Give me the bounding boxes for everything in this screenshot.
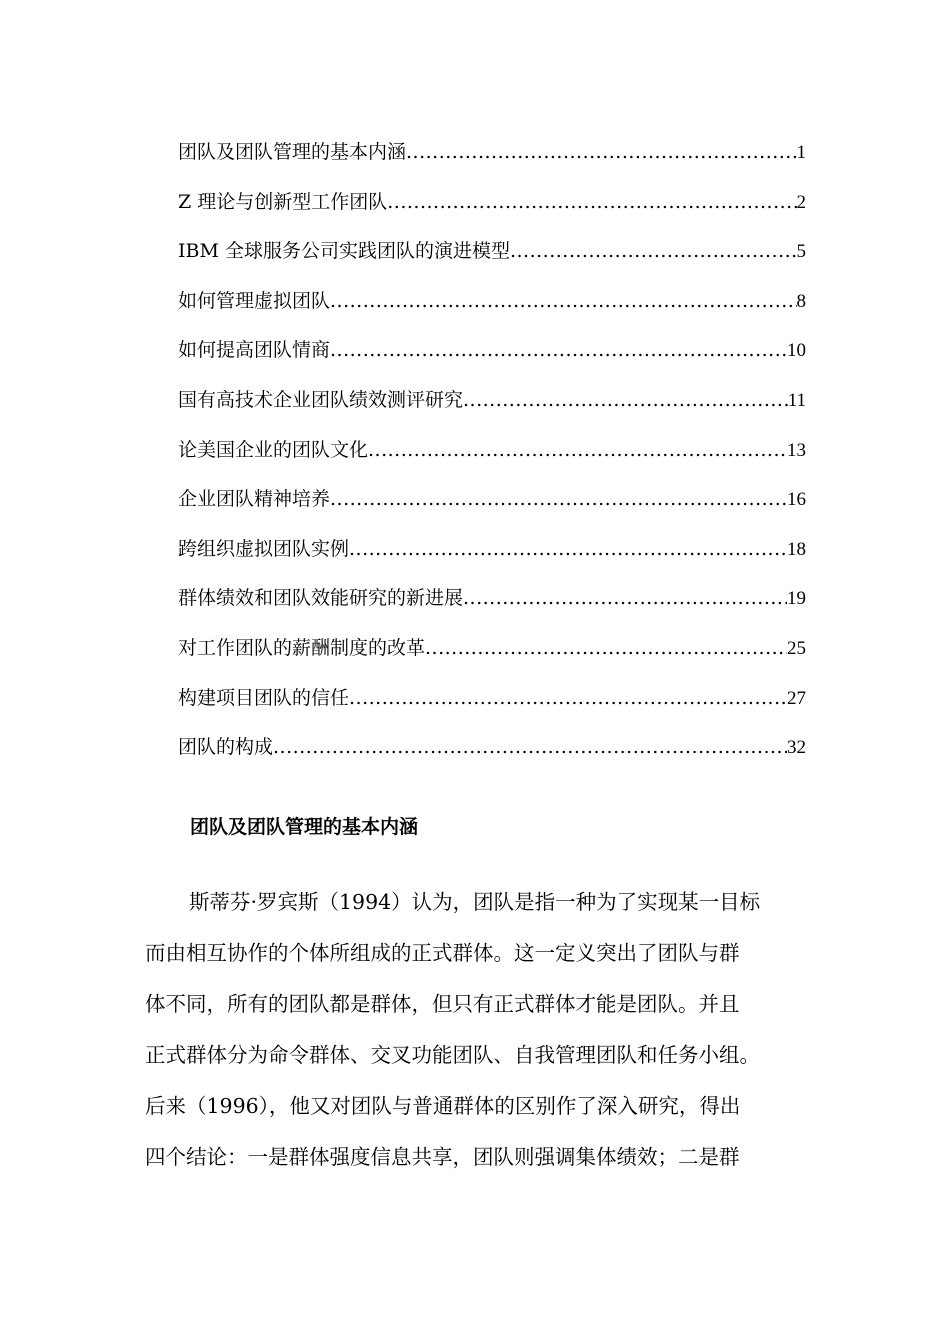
toc-entry-page: 5 xyxy=(796,241,806,263)
toc-entry[interactable] xyxy=(178,484,806,534)
body-line: 斯蒂芬·罗宾斯（1994）认为，团队是指一种为了实现某一目标 xyxy=(189,890,761,914)
toc-dot-leader xyxy=(368,435,787,465)
toc-entry-page: 18 xyxy=(787,538,806,560)
body-line: 四个结论：一是群体强度信息共享，团队则强调集体绩效；二是群 xyxy=(145,1145,740,1169)
toc-dot-leader xyxy=(406,137,796,167)
toc-entry-title: 对工作团队的薪酬制度的改革 xyxy=(178,636,426,659)
toc-entry-title: 如何管理虚拟团队 xyxy=(178,289,331,312)
toc-entry[interactable] xyxy=(178,137,806,187)
toc-dot-leader xyxy=(349,683,787,713)
toc-entry-page: 25 xyxy=(787,637,806,659)
toc-entry-title: 团队及团队管理的基本内涵 xyxy=(178,141,407,163)
toc-entry-title: 团队的构成 xyxy=(178,736,274,759)
toc-entry-page: 16 xyxy=(787,489,806,511)
toc-dot-leader xyxy=(330,484,787,514)
table-of-contents xyxy=(178,137,806,782)
toc-dot-leader xyxy=(463,583,787,613)
toc-entry[interactable] xyxy=(178,435,806,485)
toc-entry-title: 论美国企业的团队文化 xyxy=(178,438,369,461)
toc-entry-page: 2 xyxy=(796,191,806,213)
toc-dot-leader xyxy=(387,187,796,217)
toc-entry-title: IBM 全球服务公司实践团队的演进模型 xyxy=(178,240,510,263)
toc-entry-title: 群体绩效和团队效能研究的新进展 xyxy=(178,587,464,610)
toc-entry-page: 19 xyxy=(787,588,806,610)
toc-dot-leader xyxy=(330,335,787,365)
toc-entry-title: 企业团队精神培养 xyxy=(178,488,331,511)
toc-entry-title: 跨组织虚拟团队实例 xyxy=(178,537,350,560)
toc-entry[interactable] xyxy=(178,187,806,237)
section-heading: 团队及团队管理的基本内涵 xyxy=(190,816,419,838)
body-line: 体不同，所有的团队都是群体，但只有正式群体才能是团队。并且 xyxy=(145,992,740,1016)
toc-entry-page: 32 xyxy=(787,737,806,759)
toc-entry[interactable] xyxy=(178,534,806,584)
toc-dot-leader xyxy=(330,286,796,316)
toc-dot-leader xyxy=(425,633,787,663)
toc-entry[interactable] xyxy=(178,385,806,435)
toc-entry[interactable] xyxy=(178,335,806,385)
toc-entry-page: 11 xyxy=(787,389,806,411)
toc-entry-page: 8 xyxy=(796,290,806,312)
toc-entry-page: 13 xyxy=(787,439,806,461)
body-line: 正式群体分为命令群体、交叉功能团队、自我管理团队和任务小组。 xyxy=(145,1043,760,1067)
toc-entry-title: 国有高技术企业团队绩效测评研究 xyxy=(178,388,464,411)
body-line: 而由相互协作的个体所组成的正式群体。这一定义突出了团队与群 xyxy=(145,941,740,965)
toc-entry-page: 27 xyxy=(787,687,806,709)
toc-entry[interactable] xyxy=(178,583,806,633)
toc-entry-page: 10 xyxy=(787,340,806,362)
toc-dot-leader xyxy=(463,385,788,415)
toc-entry-page: 1 xyxy=(796,142,806,163)
toc-entry-title: 如何提高团队情商 xyxy=(178,339,331,362)
toc-dot-leader xyxy=(510,236,797,266)
toc-entry[interactable] xyxy=(178,683,806,733)
toc-entry[interactable] xyxy=(178,633,806,683)
toc-entry[interactable] xyxy=(178,286,806,336)
body-line: 后来（1996），他又对团队与普通群体的区别作了深入研究，得出 xyxy=(145,1094,741,1118)
toc-dot-leader xyxy=(273,732,787,762)
toc-entry[interactable] xyxy=(178,732,806,782)
toc-entry-title: Z 理论与创新型工作团队 xyxy=(178,190,388,213)
toc-entry-title: 构建项目团队的信任 xyxy=(178,686,350,709)
toc-dot-leader xyxy=(349,534,787,564)
section-body xyxy=(145,882,807,1188)
toc-entry[interactable] xyxy=(178,236,806,286)
